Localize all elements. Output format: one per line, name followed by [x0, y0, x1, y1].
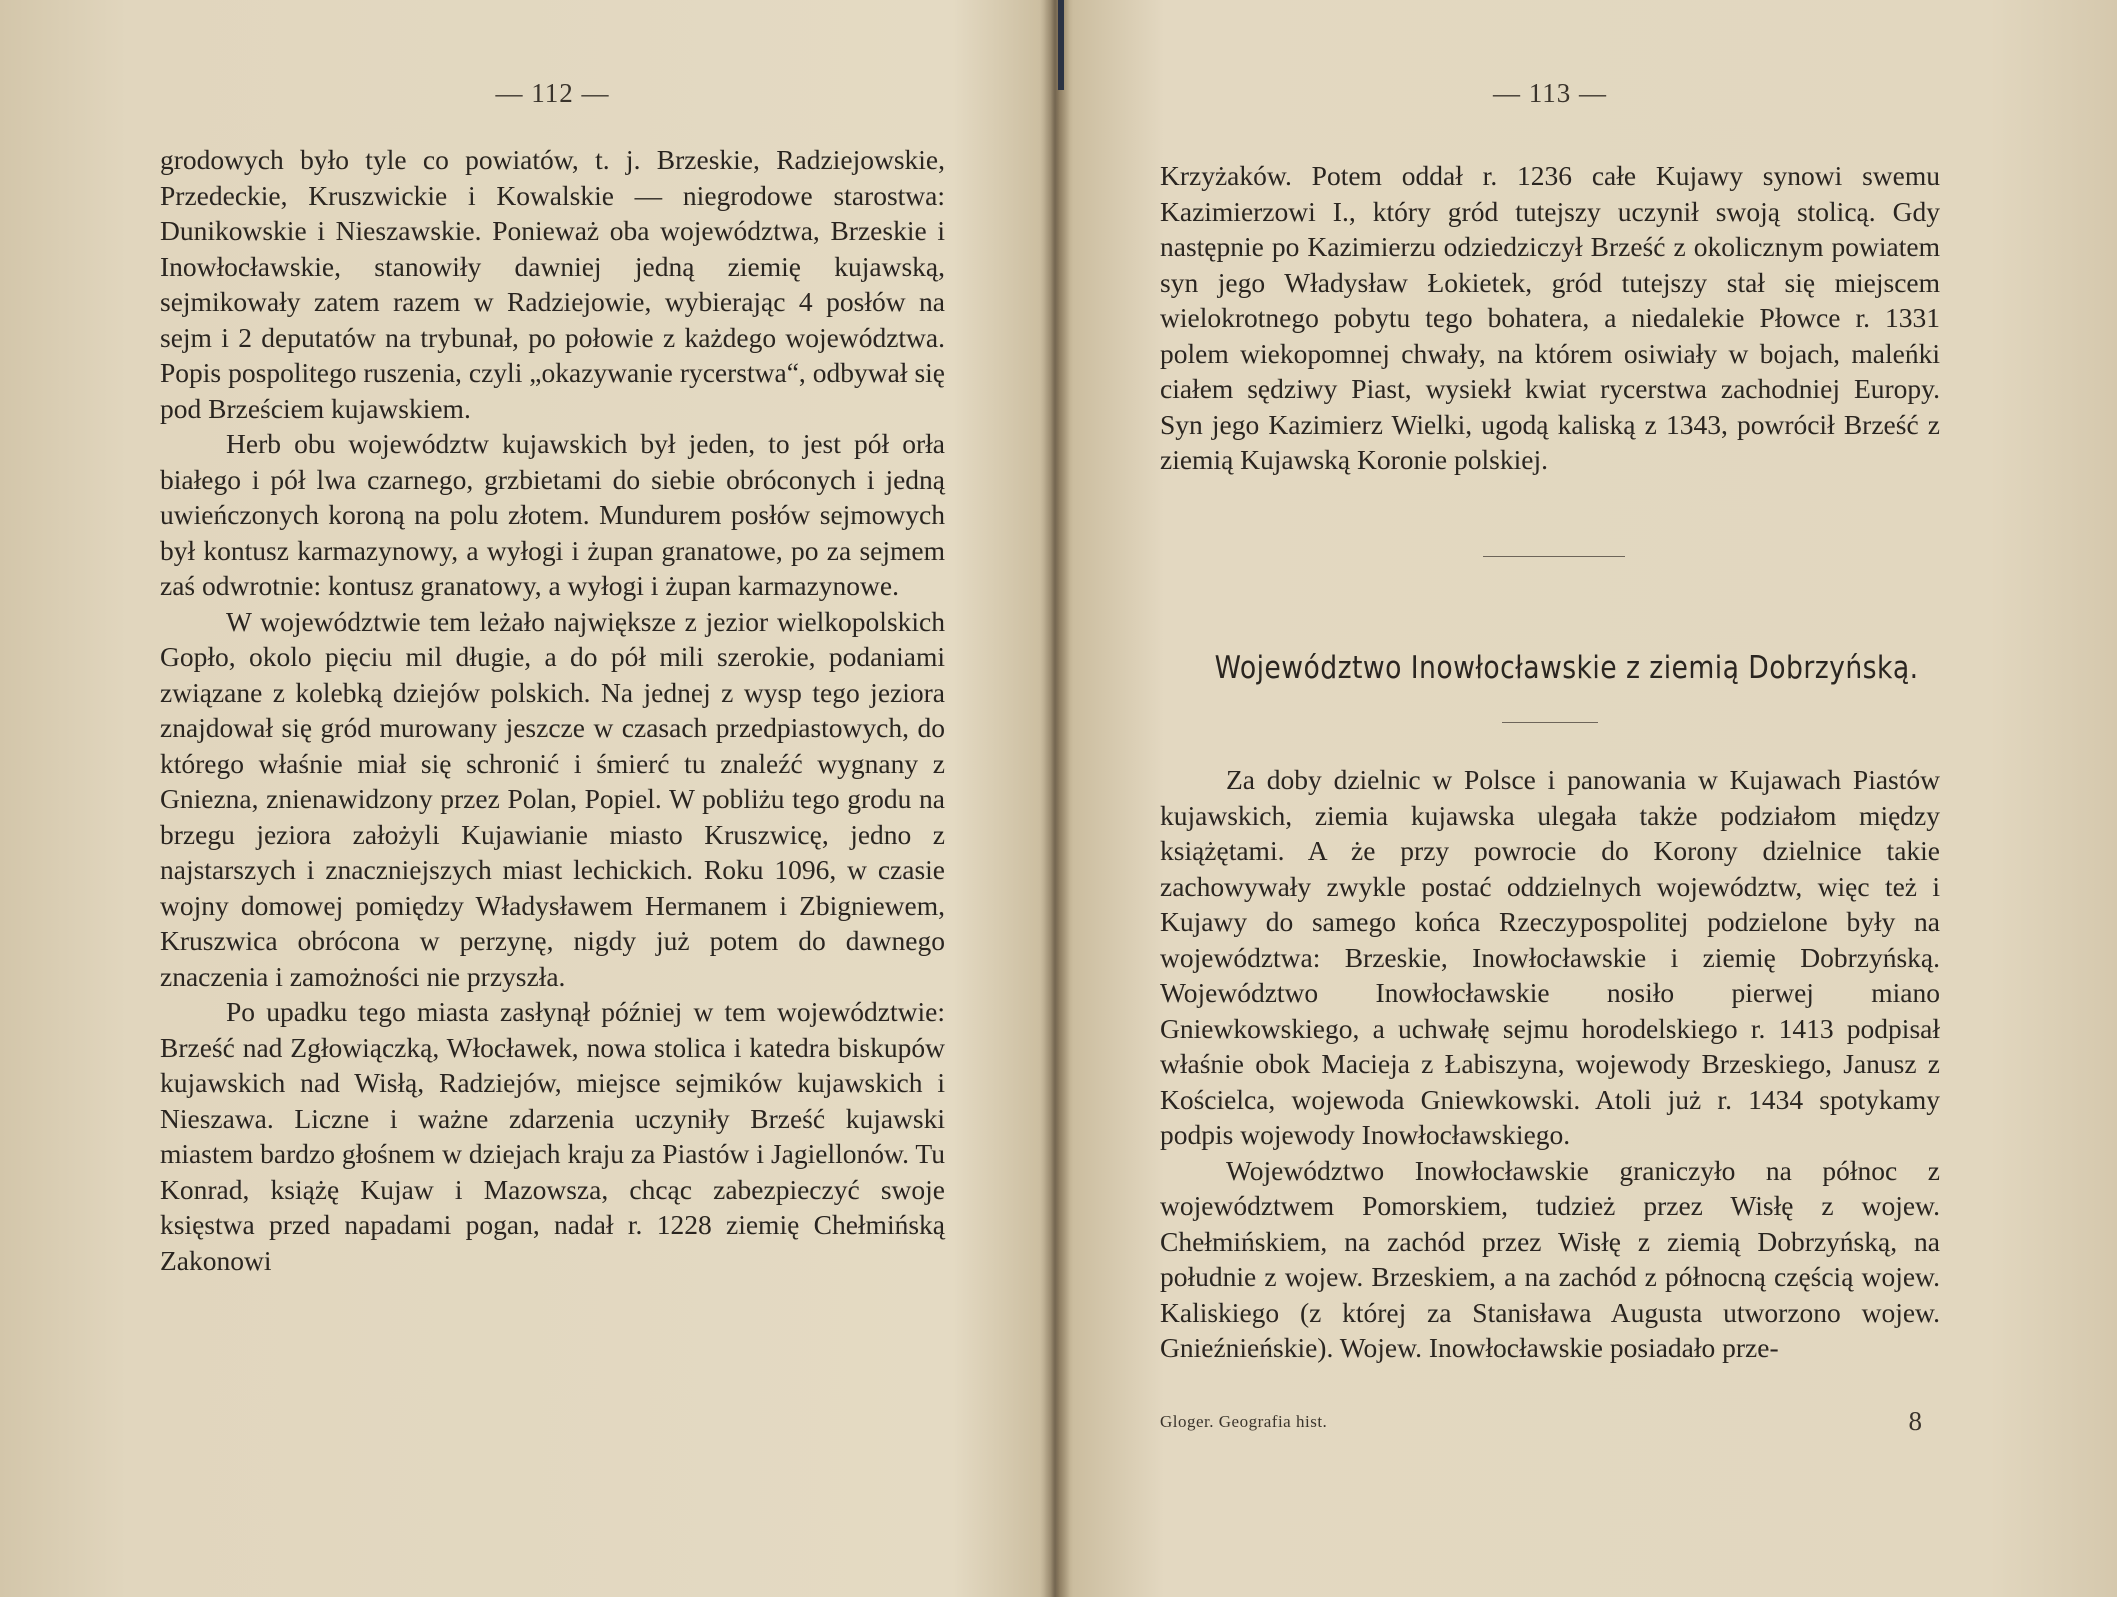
page-number-right: — 113 — [1493, 78, 1607, 108]
paragraph: Krzyżaków. Potem oddał r. 1236 całe Kujawy synowi swemu Kazimierzowi I., który gród tutejszy uczynił swoją stolicą. Gdy następnie po Kazimierzu odziedziczył Brześć z okolicznym powiatem syn jego Władysław Łokietek, gród tutejszy stał się miejscem wielokrotnego pobytu tego bohatera, a niedalekie Płowce r. 1331 polem wiekopomnej chwały, na którem osiwiały w bojach, maleńki ciałem sędziwy Piast, wysiekł kwiat rycerstwa zachodniej Europy. Syn jego Kazimierz Wielki, ugodą kaliską z 1343, powrócił Brześć z ziemią Kujawską Koronie polskiej. [1160, 160, 1940, 475]
paragraph: Za doby dzielnic w Polsce i panowania w Kujawach Piastów kujawskich, ziemia kujawska ulegała także podziałom między książętami. A że przy powrocie do Korony dzielnice takie zachowywały zwykle postać oddzielnych województw, więc też i Kujawy do samego końca Rzeczypospolitej podzielone były na województwa: Brzeskie, Inowłocławskie i ziemię Dobrzyńską. Województwo Inowłocławskie nosiło pierwej miano Gniewkowskiego, a uchwałę sejmu horodelskiego r. 1413 podpisał właśnie obok Macieja z Łabiszyna, wojewody Brzeskiego, Janusz z Kościelca, wojewoda Gniewkowski. Atoli już r. 1434 spotykamy podpis wojewody Inowłocławskiego. [1160, 764, 1940, 1150]
right-page-body-top [1160, 158, 1940, 478]
left-page-body [160, 142, 945, 1278]
paragraph: grodowych było tyle co powiatów, t. j. Brzeskie, Radziejowskie, Przedeckie, Kruszwickie i Kowalskie — niegrodowe starostwa: Dunikowskie i Nieszawskie. Ponieważ oba województwa, Brzeskie i Inowłocławskie, stanowiły dawniej jedną ziemię kujawską, sejmikowały zatem razem w Radziejowie, wybierając 4 posłów na sejm i 2 deputatów na trybunał, po połowie z każdego województwa. Popis pospolitego ruszenia, czyli „okazywanie rycerstwa“, odbywał się pod Brześciem kujawskiem. [160, 144, 945, 424]
printer-signature: Gloger. Geografia hist. [1160, 1412, 1328, 1431]
paragraph: Po upadku tego miasta zasłynął później w tem województwie: Brześć nad Zgłowiączką, Włocławek, nowa stolica i katedra biskupów kujawskich nad Wisłą, Radziejów, miejsce sejmików kujawskich i Nieszawa. Liczne i ważne zdarzenia uczyniły Brześć kujawski miastem bardzo głośnem w dziejach kraju za Piastów i Jagiellonów. Tu Konrad, książę Kujaw i Mazowsza, chcąc zabezpieczyć swoje księstwa przed napadami pogan, nadał r. 1228 ziemię Chełmińską Zakonowi [160, 996, 945, 1276]
section-heading: Województwo Inowłocławskie z ziemią Dobrzyńską. [1214, 650, 1919, 686]
sheet-number: 8 [1908, 1406, 1922, 1436]
paragraph: W województwie tem leżało największe z jezior wielkopolskich Gopło, okolo pięciu mil długie, a do pół mili szerokie, podaniami związane z kolebką dziejów polskich. Na jednej z wysp tego jeziora znajdował się gród murowany jeszcze w czasach przedpiastowych, do którego właśnie miał się schronić i śmierć tu znaleźć wygnany z Gniezna, znienawidzony przez Polan, Popiel. W pobliżu tego grodu na brzegu jeziora założyli Kujawianie miasto Kruszwicę, jedno z najstarszych i znaczniejszych miast lechickich. Roku 1096, w czasie wojny domowej pomiędzy Władysławem Hermanem i Zbigniewem, Kruszwica obrócona w perzynę, nigdy już potem do dawnego znaczenia i zamożności nie przyszła. [160, 605, 945, 992]
heading-underline-rule [1502, 722, 1598, 723]
spine-binding-thread [1058, 0, 1064, 90]
right-page-body [1160, 762, 1940, 1366]
section-divider-rule [1483, 556, 1625, 557]
page-number-left: — 112 — [495, 78, 610, 108]
left-page [160, 0, 945, 1597]
paragraph: Herb obu województw kujawskich był jeden, to jest pół orła białego i pół lwa czarnego, grzbietami do siebie obróconych i jedną uwieńczonych koroną na polu złotem. Mundurem posłów sejmowych był kontusz karmazynowy, a wyłogi i żupan granatowe, po za sejmem zaś odwrotnie: kontusz granatowy, a wyłogi i żupan karmazynowe. [160, 428, 945, 601]
book-spine [1040, 0, 1070, 1597]
paragraph: Województwo Inowłocławskie graniczyło na północ z województwem Pomorskiem, tudzież przez Wisłę z wojew. Chełmińskiem, na zachód przez Wisłę z ziemią Dobrzyńską, na południe z wojew. Brzeskiem, a na zachód z północną częścią wojew. Kaliskiego (z której za Stanisława Augusta utworzono wojew. Gnieźnieńskie). Wojew. Inowłocławskie posiadało prze- [1160, 1154, 1940, 1363]
right-page [1160, 0, 1940, 1597]
